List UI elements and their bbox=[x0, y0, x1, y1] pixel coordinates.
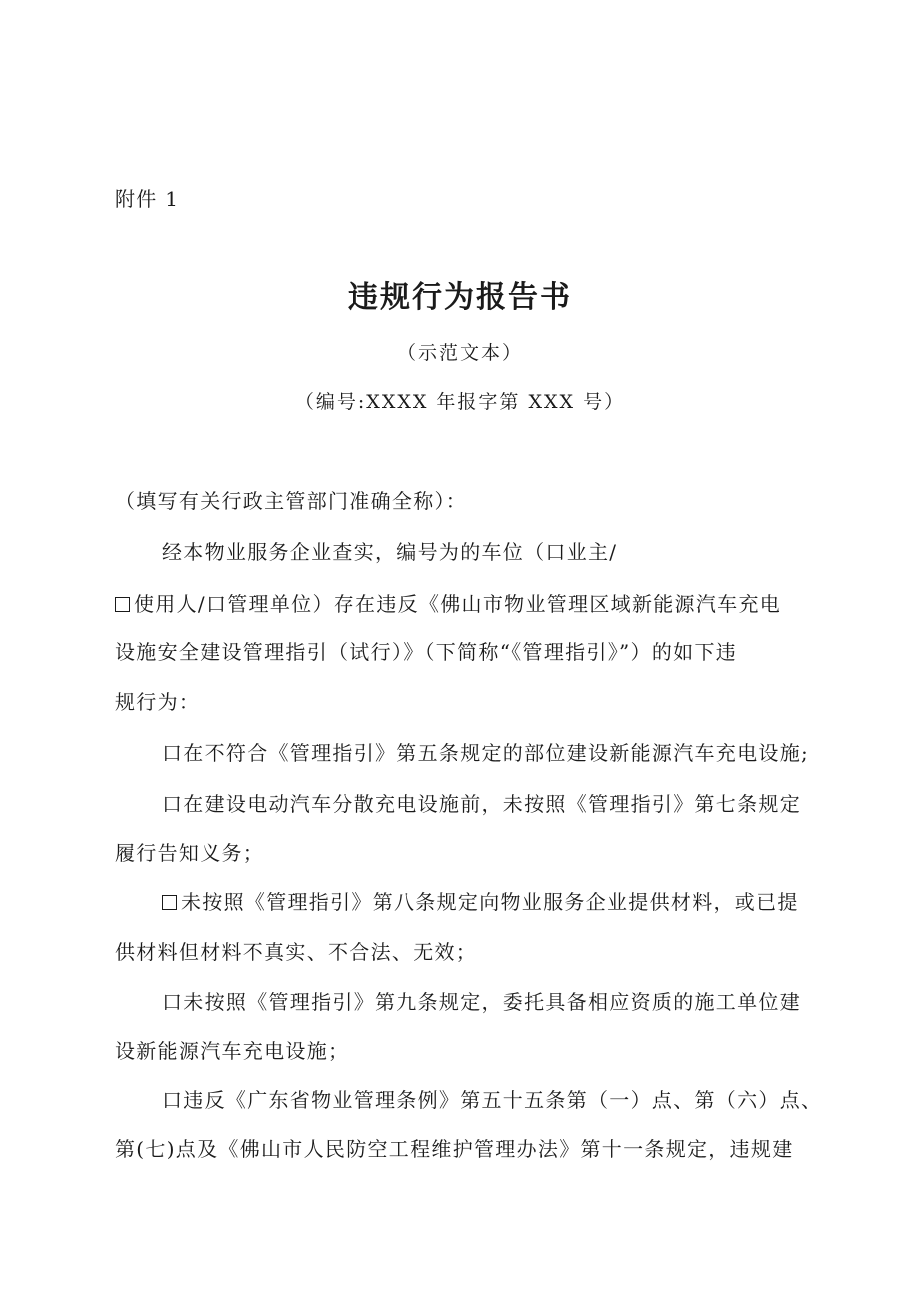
document-number-line: （编号:XXXX 年报字第 XXX 号） bbox=[294, 391, 626, 413]
attachment-label: 附件 1 bbox=[115, 187, 180, 211]
intro-line-4: 规行为： bbox=[115, 690, 201, 714]
item-4-line-2: 设新能源汽车充电设施； bbox=[115, 1039, 350, 1063]
intro-line-1: 经本物业服务企业查实，编号为的车位（口业主/ bbox=[162, 540, 618, 564]
document-title: 违规行为报告书 bbox=[348, 280, 572, 315]
item-3-line-1-text: 未按照《管理指引》第八条规定向物业服务企业提供材料，或已提 bbox=[181, 890, 799, 914]
item-2-line-1: 口在建设电动汽车分散充电设施前，未按照《管理指引》第七条规定 bbox=[162, 792, 801, 816]
item-3-line-2: 供材料但材料不真实、不合法、无效； bbox=[115, 940, 478, 964]
addressee-line: （填写有关行政主管部门准确全称）： bbox=[115, 489, 468, 513]
intro-line-2-text: 使用人/口管理单位）存在违反《佛山市物业管理区域新能源汽车充电 bbox=[134, 592, 782, 616]
checkbox-icon bbox=[162, 895, 177, 910]
item-3-line-1 bbox=[162, 888, 862, 916]
item-1-line-1: 口在不符合《管理指引》第五条规定的部位建设新能源汽车充电设施; bbox=[162, 741, 810, 765]
item-4-line-1: 口未按照《管理指引》第九条规定，委托具备相应资质的施工单位建 bbox=[162, 990, 801, 1014]
item-5-line-1: 口违反《广东省物业管理条例》第五十五条第（一）点、第（六）点、 bbox=[162, 1088, 823, 1112]
intro-line-2 bbox=[115, 590, 815, 618]
document-subtitle: （示范文本） bbox=[396, 342, 523, 364]
item-2-line-2: 履行告知义务； bbox=[115, 841, 265, 865]
checkbox-icon bbox=[115, 597, 130, 612]
intro-line-3: 设施安全建设管理指引（试行）》（下简称“《管理指引》”）的如下违 bbox=[115, 640, 738, 664]
item-5-line-2: 第(七)点及《佛山市人民防空工程维护管理办法》第十一条规定，违规建 bbox=[115, 1137, 794, 1161]
